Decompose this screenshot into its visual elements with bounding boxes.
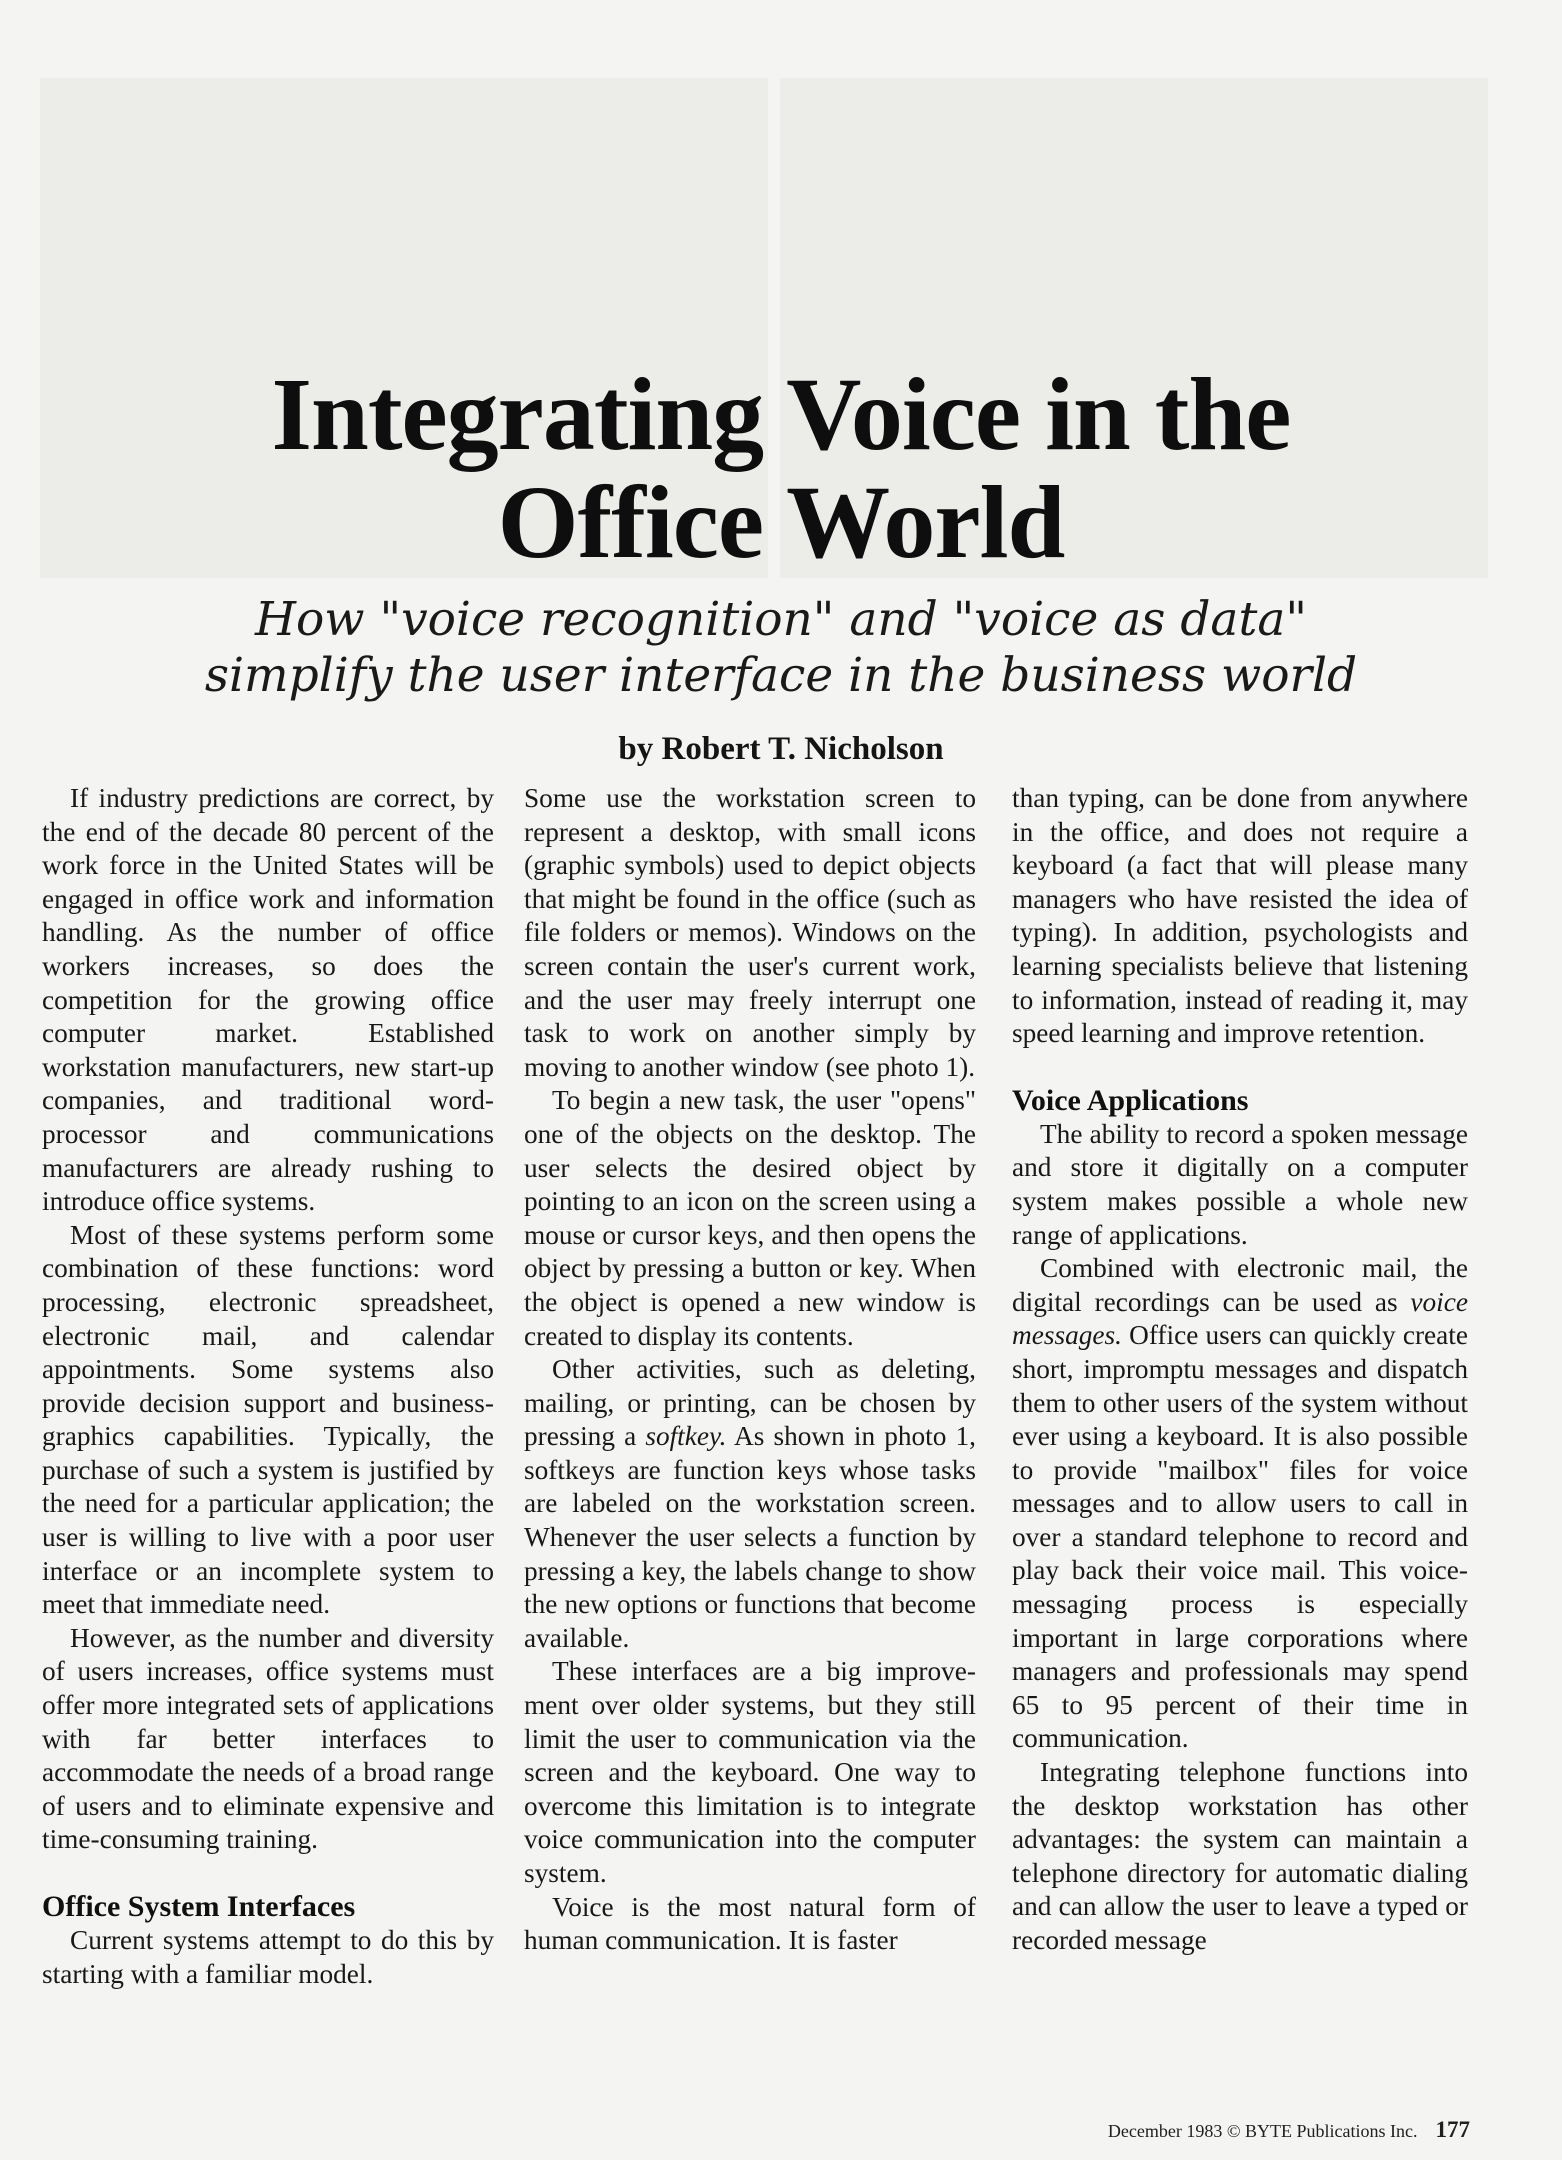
article-subtitle-line-2: simplify the user interface in the business world: [204, 648, 1358, 703]
paragraph: Voice is the most natural form of human communication. It is faster: [524, 1891, 976, 1956]
article-subtitle-line-1: How "voice recognition" and "voice as data": [255, 592, 1307, 647]
paragraph-text: Other activities, such as deleting, mailing, or printing, can be chosen by pressing a: [524, 1354, 976, 1452]
article-title-line-2: Office World: [497, 465, 1065, 580]
paragraph: However, as the number and diversity of users increases, office systems must offer more integrated sets of applications with far better interfaces to accommodate the needs of a broad range of users and to eliminate expensive and time-consuming training.: [42, 1622, 494, 1855]
section-heading-voice-applications: Voice Applications: [1012, 1083, 1249, 1117]
page-footer: [1108, 2118, 1470, 2143]
paragraph: than typing, can be done from anywhere in the office, and does not require a keyboard (a fact that will please many managers who have resisted the idea of typing). In addition, psychologists and learning specialists believe that listening to information, instead of reading it, may speed learning and improve retention.: [1012, 783, 1468, 1049]
paragraph: To begin a new task, the user "opens" one of the objects on the desktop. The user selects the desired object by pointing to an icon on the screen using a mouse or cursor keys, and then opens the object by pressing a button or key. When the object is opened a new window is created to display its contents.: [524, 1085, 976, 1351]
paragraph: Integrating telephone functions into the desktop workstation has other advantages: the system can maintain a telephone directory for automatic dialing and can allow the user to leave a typed or recorded message: [1012, 1757, 1468, 1955]
paragraph: If industry predictions are correct, by the end of the decade 80 percent of the work force in the United States will be engaged in office work and information handling. As the number of office workers increases, so does the competition for the growing office computer market. Established workstation manufacturers, new start-up companies, and traditional word-processor and communications manufacturers are already rushing to introduce office systems.: [42, 783, 494, 1217]
section-heading-office-system-interfaces: Office System Interfaces: [42, 1890, 356, 1923]
paragraph: [524, 1353, 976, 1655]
text-column-2: [524, 782, 976, 1958]
paragraph: [1012, 1252, 1468, 1756]
paragraph: Most of these systems perform some combination of these functions: word processing, electronic spreadsheet, electronic mail, and calendar appointments. Some systems also provide decision support and business-graphics capabilities. Typically, the purchase of such a system is justified by the need for a particular application; the user is willing to live with a poor user interface or an incomplete system to meet that immediate need.: [42, 1219, 494, 1620]
paragraph: These interfaces are a big improvement over older systems, but they still limit the user to communication via the screen and the keyboard. One way to overcome this limitation is to integrate voice communication into the computer system.: [524, 1656, 976, 1888]
byline: by Robert T. Nicholson: [618, 731, 944, 767]
paragraph: Current systems attempt to do this by starting with a familiar model.: [42, 1925, 494, 1989]
article-title-line-1: Integrating Voice in the: [271, 357, 1291, 472]
paragraph-text: Office users can quickly create short, impromptu messages and dispatch them to other users of the system without ever using a keyboard. It is also possible to provide "mailbox" files for voice messages and to allow users to call in over a standard telephone to record and play back their voice mail. This voice-messaging process is especially important in large corporations where managers and professionals may spend 65 to 95 percent of their time in communication.: [1012, 1320, 1468, 1754]
publication-citation: December 1983 © BYTE Publications Inc.: [1107, 2121, 1418, 2141]
paragraph-text: Combined with electronic mail, the digital recordings can be used as: [1012, 1253, 1468, 1317]
paragraph-text: As shown in photo 1, softkeys are function keys whose tasks are labeled on the workstation screen. Whenever the user selects a function by pressing a key, the labels change to show the new options or functions that become available.: [524, 1421, 976, 1653]
term-softkey: softkey.: [645, 1421, 727, 1452]
term-voice-messages: voice messages.: [1012, 1286, 1468, 1351]
paragraph: The ability to record a spoken message and store it digitally on a computer system makes possible a whole new range of applications.: [1012, 1118, 1468, 1250]
page-number: 177: [1435, 2117, 1470, 2142]
text-column-3: [1012, 782, 1468, 1958]
paragraph: Some use the workstation screen to represent a desktop, with small icons (graphic symbols) used to depict objects that might be found in the office (such as file folders or memos). Windows on the screen contain the user's current work, and the user may freely interrupt one task to work on another simply by moving to another window (see photo 1).: [524, 783, 976, 1082]
text-column-1: [42, 782, 494, 1991]
